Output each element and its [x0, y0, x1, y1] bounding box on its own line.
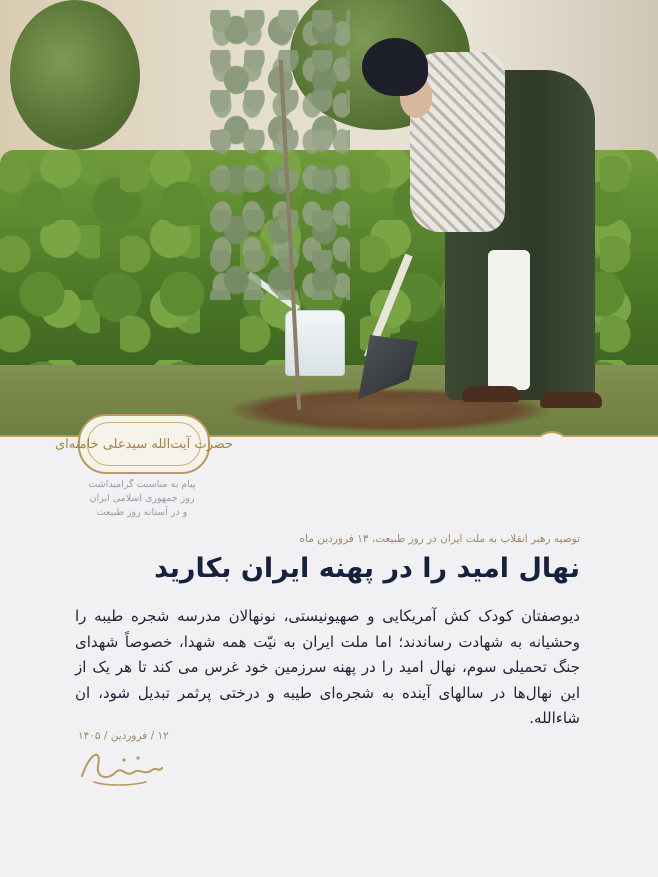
sapling-leaves — [210, 10, 350, 300]
caption-line-1: پیام به مناسبت گرامیداشت — [88, 479, 196, 490]
emblem-caption — [78, 478, 206, 520]
date-text: ۱۲ / فروردین / ۱۴۰۵ — [78, 730, 169, 742]
person-turban — [362, 38, 428, 96]
emblem-inner-border — [54, 422, 234, 466]
background-tree-left — [10, 0, 140, 150]
caption-line-3: و در آستانه روز طبیعت — [96, 507, 188, 518]
caption-line-2: روز جمهوری اسلامی ایران — [89, 493, 195, 504]
body-text: دیوصفتان کودک کش آمریکایی و صهیونیستی، نونهالان مدرسه شجره طیبه را وحشیانه به شهادت رساندند؛ اما ملت ایران به نیّت همه شهدا، خصوصاً شهدای جنگ تحمیلی سوم، نهال امید را در پهنه سرزمین خود غرس می کند تا هر یک از این نهال‌ها در سالهای آینده به شجره‌ای طیبه و درختی پرثمر تبدیل شود، ان شاءالله. — [75, 607, 580, 727]
kicker-text: توصیه رهبر انقلاب به ملت ایران در روز طبیعت، ۱۳ فروردین ماه — [299, 533, 580, 545]
person-trousers — [488, 250, 530, 390]
emblem-calligraphy: حضرت آیت‌الله سیدعلی خامنه‌ای — [54, 436, 234, 452]
signature-icon — [76, 742, 166, 790]
headline: نهال امید را در پهنه ایران بکارید — [154, 553, 580, 584]
shoe-right — [540, 392, 602, 408]
hero-photo — [0, 0, 658, 438]
leader-emblem — [54, 414, 234, 474]
shoe-left — [462, 386, 520, 402]
